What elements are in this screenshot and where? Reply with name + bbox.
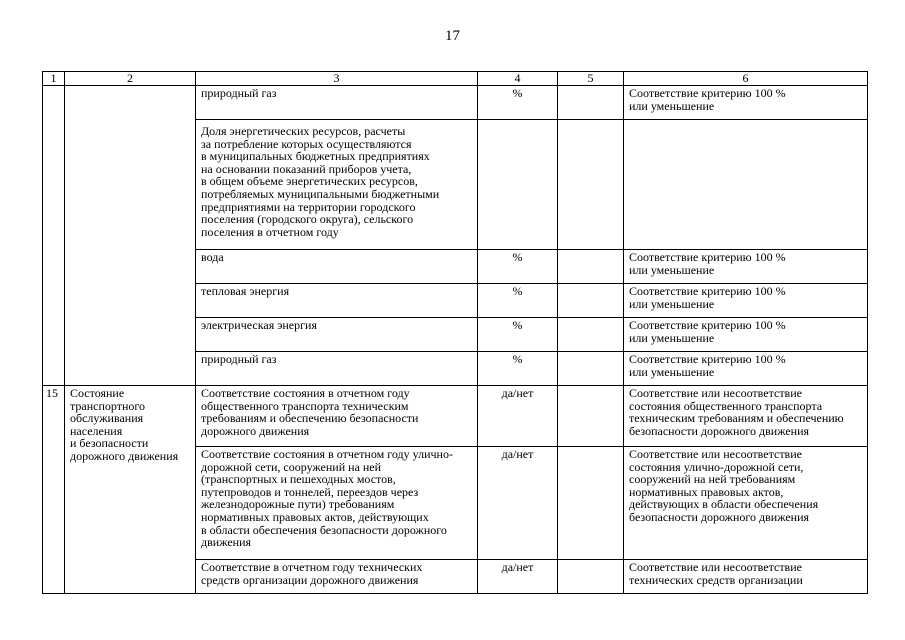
table-row	[43, 86, 868, 120]
value-cell	[558, 386, 624, 447]
unit-cell: %	[478, 250, 558, 284]
column-header-3: 3	[196, 72, 478, 86]
criterion-cell: Соответствие критерию 100 % или уменьшение	[624, 86, 868, 120]
row-number-cell: 15	[43, 386, 65, 594]
criterion-cell	[624, 120, 868, 250]
value-cell	[558, 560, 624, 594]
criterion-cell: Соответствие или несоответствие состояния улично-дорожной сети, сооружений на ней требованиям нормативных правовых актов, действующих в области обеспечения безопасности дорожного движения	[624, 447, 868, 560]
unit-cell: %	[478, 284, 558, 318]
indicator-cell: Доля энергетических ресурсов, расчеты за потребление которых осуществляются в муниципальных бюджетных предприятиях на основании показаний приборов учета, в общем объеме энергетических ресурсов, потребляемых муниципальными бюджетными предприятиями на территории городского поселения (городского округа), сельского поселения в отчетном году	[196, 120, 478, 250]
criterion-cell: Соответствие критерию 100 % или уменьшение	[624, 284, 868, 318]
criterion-cell: Соответствие критерию 100 % или уменьшение	[624, 352, 868, 386]
value-cell	[558, 120, 624, 250]
indicator-cell: Соответствие в отчетном году технических средств организации дорожного движения	[196, 560, 478, 594]
indicator-cell: вода	[196, 250, 478, 284]
row-number-cell	[43, 86, 65, 386]
indicator-cell: Соответствие состояния в отчетном году общественного транспорта техническим требованиям и обеспечению безопасности дорожного движения	[196, 386, 478, 447]
unit-cell: %	[478, 318, 558, 352]
unit-cell: %	[478, 86, 558, 120]
value-cell	[558, 250, 624, 284]
unit-cell: да/нет	[478, 560, 558, 594]
value-cell	[558, 447, 624, 560]
indicator-cell: тепловая энергия	[196, 284, 478, 318]
column-header-1: 1	[43, 72, 65, 86]
unit-cell: да/нет	[478, 447, 558, 560]
criterion-cell: Соответствие критерию 100 % или уменьшение	[624, 318, 868, 352]
column-header-6: 6	[624, 72, 868, 86]
area-cell	[65, 86, 196, 386]
criterion-cell: Соответствие или несоответствие состояния общественного транспорта техническим требованиям и обеспечению безопасности дорожного движения	[624, 386, 868, 447]
column-header-2: 2	[65, 72, 196, 86]
page-number: 17	[445, 28, 460, 44]
column-number-row	[43, 72, 868, 86]
value-cell	[558, 352, 624, 386]
criterion-cell: Соответствие критерию 100 % или уменьшение	[624, 250, 868, 284]
unit-cell: %	[478, 352, 558, 386]
indicator-cell: природный газ	[196, 86, 478, 120]
column-header-4: 4	[478, 72, 558, 86]
column-header-5: 5	[558, 72, 624, 86]
value-cell	[558, 86, 624, 120]
value-cell	[558, 284, 624, 318]
indicator-cell: электрическая энергия	[196, 318, 478, 352]
criterion-cell: Соответствие или несоответствие технических средств организации	[624, 560, 868, 594]
indicator-cell: природный газ	[196, 352, 478, 386]
unit-cell: да/нет	[478, 386, 558, 447]
indicator-cell: Соответствие состояния в отчетном году улично- дорожной сети, сооружений на ней (транспортных и пешеходных мостов, путепроводов и тоннелей, переездов через железнодорожные пути) требованиям нормативных правовых актов, действующих в области обеспечения безопасности дорожного движения	[196, 447, 478, 560]
table-row	[43, 386, 868, 447]
unit-cell	[478, 120, 558, 250]
value-cell	[558, 318, 624, 352]
area-cell: Состояние транспортного обслуживания населения и безопасности дорожного движения	[65, 386, 196, 594]
indicators-table	[42, 71, 868, 594]
